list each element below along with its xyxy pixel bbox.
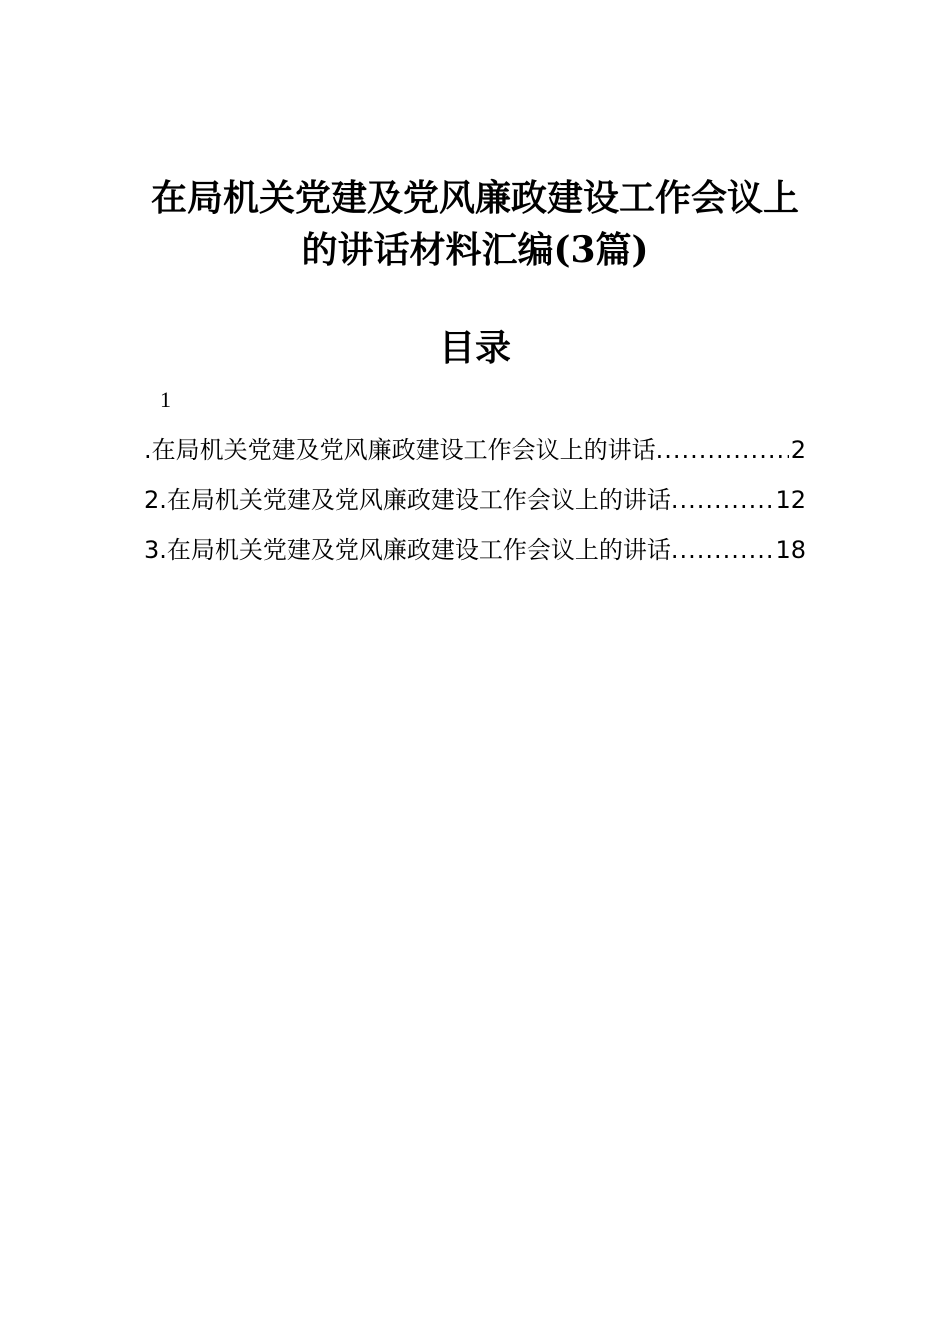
toc-list xyxy=(144,430,806,580)
toc-dot-leader xyxy=(656,430,789,470)
toc-entry-label: .在局机关党建及党风廉政建设工作会议上的讲话 xyxy=(144,436,656,464)
toc-entry[interactable] xyxy=(144,480,806,530)
toc-entry-label: 2.在局机关党建及党风廉政建设工作会议上的讲话 xyxy=(144,486,671,514)
toc-entry[interactable] xyxy=(144,530,806,580)
toc-dot-leader xyxy=(671,480,774,520)
toc-stray-number: 1 xyxy=(160,387,171,412)
toc-entry-page-number: 18 xyxy=(775,536,806,564)
toc-entry-page-number: 12 xyxy=(775,486,806,514)
document-title-line-2: 的讲话材料汇编(3篇) xyxy=(301,229,649,271)
toc-entry[interactable] xyxy=(144,430,806,480)
toc-entry-page-number: 2 xyxy=(790,436,806,464)
toc-dot-leader xyxy=(671,530,774,570)
document-title-line-1: 在局机关党建及党风廉政建设工作会议上 xyxy=(150,177,799,219)
toc-entry-label: 3.在局机关党建及党风廉政建设工作会议上的讲话 xyxy=(144,536,671,564)
toc-heading: 目录 xyxy=(438,327,511,369)
